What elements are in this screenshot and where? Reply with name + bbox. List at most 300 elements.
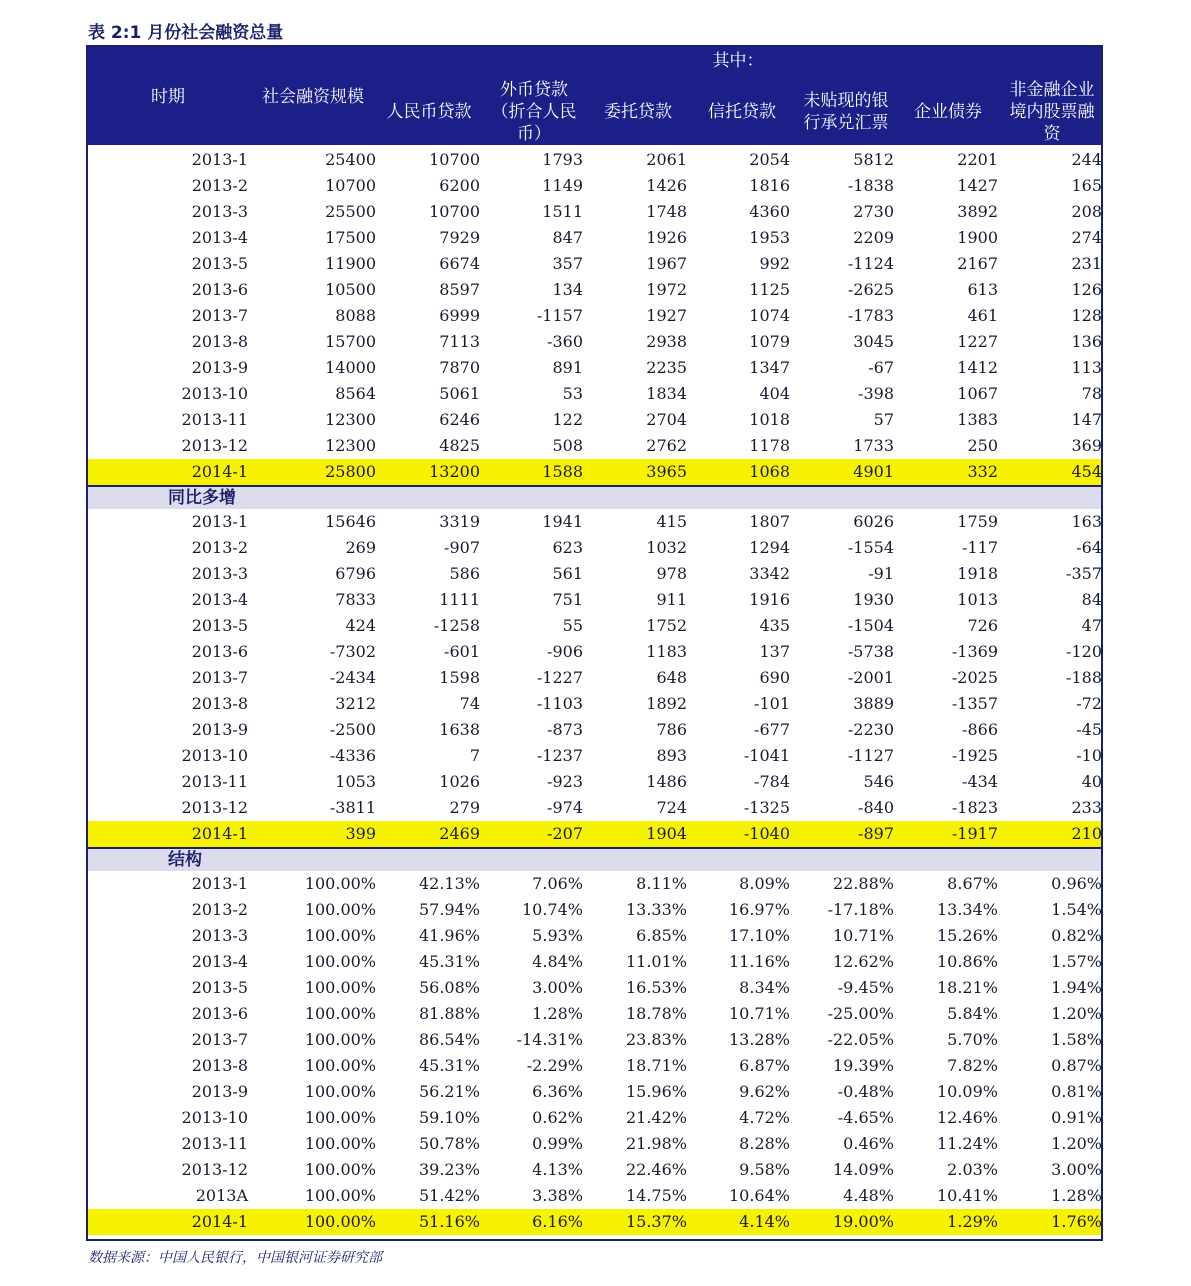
value-cell: 2469 xyxy=(439,824,480,843)
value-cell: 269 xyxy=(345,538,376,557)
table-row xyxy=(88,1157,1101,1183)
value-cell: 18.71% xyxy=(625,1056,687,1075)
header-trust-loans: 信托贷款 xyxy=(708,102,776,122)
value-cell: 1.28% xyxy=(532,1004,583,1023)
value-cell: -906 xyxy=(547,642,583,661)
value-cell: 4.14% xyxy=(739,1212,790,1231)
table-row xyxy=(88,199,1101,225)
value-cell: 1032 xyxy=(646,538,687,557)
value-cell: 1013 xyxy=(957,590,998,609)
period-cell: 2013-3 xyxy=(191,564,248,583)
value-cell: -2434 xyxy=(329,668,376,687)
value-cell: 6246 xyxy=(439,410,480,429)
table-row xyxy=(88,1079,1101,1105)
value-cell: -1040 xyxy=(743,824,790,843)
value-cell: 51.42% xyxy=(418,1186,480,1205)
value-cell: 8088 xyxy=(335,306,376,325)
value-cell: 1807 xyxy=(749,512,790,531)
value-cell: -897 xyxy=(858,824,894,843)
value-cell: 1427 xyxy=(957,176,998,195)
table-row xyxy=(88,147,1101,173)
period-cell: 2013-4 xyxy=(191,952,248,971)
value-cell: 1183 xyxy=(646,642,687,661)
value-cell: 13.33% xyxy=(625,900,687,919)
value-cell: 6.87% xyxy=(739,1056,790,1075)
value-cell: 508 xyxy=(552,436,583,455)
header-equity-financing: 非金融企业境内股票融资 xyxy=(1009,80,1095,144)
value-cell: 8.11% xyxy=(636,874,687,893)
value-cell: 122 xyxy=(552,410,583,429)
value-cell: 6.36% xyxy=(532,1082,583,1101)
value-cell: 1759 xyxy=(957,512,998,531)
value-cell: 8.67% xyxy=(947,874,998,893)
period-cell: 2013-9 xyxy=(191,358,248,377)
value-cell: 45.31% xyxy=(418,952,480,971)
value-cell: 1412 xyxy=(957,358,998,377)
header-period: 时期 xyxy=(151,87,185,107)
value-cell: -10 xyxy=(1076,746,1102,765)
value-cell: 78 xyxy=(1081,384,1102,403)
value-cell: 1752 xyxy=(646,616,687,635)
value-cell: 1930 xyxy=(853,590,894,609)
value-cell: 369 xyxy=(1071,436,1102,455)
value-cell: 1.54% xyxy=(1051,900,1102,919)
value-cell: 136 xyxy=(1071,332,1102,351)
value-cell: 10700 xyxy=(429,202,480,221)
value-cell: -1237 xyxy=(536,746,583,765)
value-cell: -1504 xyxy=(847,616,894,635)
value-cell: 357 xyxy=(552,254,583,273)
period-cell: 2013-4 xyxy=(191,228,248,247)
value-cell: 10700 xyxy=(429,150,480,169)
value-cell: 978 xyxy=(656,564,687,583)
value-cell: 3.00% xyxy=(532,978,583,997)
value-cell: 751 xyxy=(552,590,583,609)
value-cell: 1927 xyxy=(646,306,687,325)
value-cell: -1838 xyxy=(847,176,894,195)
value-cell: -677 xyxy=(754,720,790,739)
value-cell: -7302 xyxy=(329,642,376,661)
value-cell: -25.00% xyxy=(827,1004,894,1023)
value-cell: -3811 xyxy=(329,798,376,817)
value-cell: 7870 xyxy=(439,358,480,377)
value-cell: 3889 xyxy=(853,694,894,713)
value-cell: -188 xyxy=(1066,668,1102,687)
value-cell: 1178 xyxy=(749,436,790,455)
table-row xyxy=(88,381,1101,407)
value-cell: 11900 xyxy=(325,254,376,273)
value-cell: 74 xyxy=(459,694,480,713)
value-cell: 7833 xyxy=(335,590,376,609)
value-cell: 47 xyxy=(1081,616,1102,635)
value-cell: 16.97% xyxy=(728,900,790,919)
table-row xyxy=(88,277,1101,303)
value-cell: 100.00% xyxy=(304,874,376,893)
value-cell: 726 xyxy=(967,616,998,635)
period-cell: 2013-1 xyxy=(191,512,248,531)
value-cell: 1294 xyxy=(749,538,790,557)
period-cell: 2013-6 xyxy=(191,642,248,661)
document-title: 表 2:1 月份社会融资总量 xyxy=(88,23,284,43)
value-cell: 4.13% xyxy=(532,1160,583,1179)
value-cell: 1486 xyxy=(646,772,687,791)
value-cell: 165 xyxy=(1071,176,1102,195)
value-cell: 231 xyxy=(1071,254,1102,273)
value-cell: 3342 xyxy=(749,564,790,583)
value-cell: 3319 xyxy=(439,512,480,531)
value-cell: 424 xyxy=(345,616,376,635)
value-cell: 1.76% xyxy=(1051,1212,1102,1231)
value-cell: 11.01% xyxy=(625,952,687,971)
period-cell: 2013-6 xyxy=(191,280,248,299)
period-cell: 2014-1 xyxy=(191,824,248,843)
table-row xyxy=(88,1183,1101,1209)
value-cell: -2500 xyxy=(329,720,376,739)
value-cell: -1127 xyxy=(847,746,894,765)
value-cell: 7113 xyxy=(439,332,480,351)
value-cell: 3.38% xyxy=(532,1186,583,1205)
value-cell: 1904 xyxy=(646,824,687,843)
value-cell: -1823 xyxy=(951,798,998,817)
value-cell: 0.62% xyxy=(532,1108,583,1127)
value-cell: 1598 xyxy=(439,668,480,687)
value-cell: 14000 xyxy=(325,358,376,377)
table-row xyxy=(88,975,1101,1001)
value-cell: 1941 xyxy=(542,512,583,531)
value-cell: -5738 xyxy=(847,642,894,661)
value-cell: -1258 xyxy=(433,616,480,635)
table-row xyxy=(88,871,1101,897)
table-header xyxy=(88,47,1101,145)
value-cell: 1125 xyxy=(749,280,790,299)
value-cell: -4336 xyxy=(329,746,376,765)
value-cell: 2762 xyxy=(646,436,687,455)
value-cell: 1.94% xyxy=(1051,978,1102,997)
value-cell: 10.41% xyxy=(936,1186,998,1205)
value-cell: -873 xyxy=(547,720,583,739)
value-cell: 1.28% xyxy=(1051,1186,1102,1205)
value-cell: 4.48% xyxy=(843,1186,894,1205)
header-of-which: 其中： xyxy=(712,51,764,71)
value-cell: 6.16% xyxy=(532,1212,583,1231)
value-cell: 18.78% xyxy=(625,1004,687,1023)
value-cell: 2.03% xyxy=(947,1160,998,1179)
value-cell: 100.00% xyxy=(304,1030,376,1049)
period-cell: 2013-4 xyxy=(191,590,248,609)
value-cell: 15646 xyxy=(325,512,376,531)
value-cell: -1103 xyxy=(536,694,583,713)
value-cell: 274 xyxy=(1071,228,1102,247)
value-cell: 100.00% xyxy=(304,1056,376,1075)
period-cell: 2014-1 xyxy=(191,462,248,481)
value-cell: 208 xyxy=(1071,202,1102,221)
value-cell: 5812 xyxy=(853,150,894,169)
period-cell: 2013-12 xyxy=(181,436,248,455)
value-cell: 57 xyxy=(873,410,894,429)
period-cell: 2013-1 xyxy=(191,150,248,169)
value-cell: 17500 xyxy=(325,228,376,247)
value-cell: -1041 xyxy=(743,746,790,765)
value-cell: -72 xyxy=(1076,694,1102,713)
value-cell: 1026 xyxy=(439,772,480,791)
value-cell: 0.82% xyxy=(1051,926,1102,945)
value-cell: 10700 xyxy=(325,176,376,195)
value-cell: -923 xyxy=(547,772,583,791)
period-cell: 2013-3 xyxy=(191,202,248,221)
period-cell: 2013-1 xyxy=(191,874,248,893)
value-cell: 1900 xyxy=(957,228,998,247)
period-cell: 2013-2 xyxy=(191,176,248,195)
source-note: 数据来源：中国人民银行，中国银河证券研究部 xyxy=(88,1250,382,1266)
table-row xyxy=(88,509,1101,535)
value-cell: 404 xyxy=(759,384,790,403)
value-cell: 11.24% xyxy=(936,1134,998,1153)
value-cell: 10.71% xyxy=(728,1004,790,1023)
value-cell: 17.10% xyxy=(728,926,790,945)
value-cell: -784 xyxy=(754,772,790,791)
period-cell: 2014-1 xyxy=(191,1212,248,1231)
period-cell: 2013-7 xyxy=(191,668,248,687)
table-row-highlighted xyxy=(88,1209,1101,1235)
value-cell: 6200 xyxy=(439,176,480,195)
value-cell: 1748 xyxy=(646,202,687,221)
value-cell: 724 xyxy=(656,798,687,817)
value-cell: 10.09% xyxy=(936,1082,998,1101)
value-cell: 10.86% xyxy=(936,952,998,971)
value-cell: 56.08% xyxy=(418,978,480,997)
table-row xyxy=(88,433,1101,459)
value-cell: 10.71% xyxy=(832,926,894,945)
value-cell: 0.91% xyxy=(1051,1108,1102,1127)
value-cell: 42.13% xyxy=(418,874,480,893)
value-cell: -1325 xyxy=(743,798,790,817)
table-row xyxy=(88,949,1101,975)
value-cell: 128 xyxy=(1071,306,1102,325)
value-cell: -1124 xyxy=(847,254,894,273)
value-cell: -2.29% xyxy=(526,1056,583,1075)
value-cell: 7.82% xyxy=(947,1056,998,1075)
value-cell: 1926 xyxy=(646,228,687,247)
value-cell: 2730 xyxy=(853,202,894,221)
value-cell: -1357 xyxy=(951,694,998,713)
value-cell: 0.81% xyxy=(1051,1082,1102,1101)
value-cell: 4.84% xyxy=(532,952,583,971)
value-cell: 1347 xyxy=(749,358,790,377)
value-cell: 21.42% xyxy=(625,1108,687,1127)
value-cell: 2167 xyxy=(957,254,998,273)
value-cell: 4825 xyxy=(439,436,480,455)
value-cell: 100.00% xyxy=(304,952,376,971)
value-cell: -1783 xyxy=(847,306,894,325)
value-cell: 1.20% xyxy=(1051,1004,1102,1023)
value-cell: 137 xyxy=(759,642,790,661)
value-cell: 51.16% xyxy=(418,1212,480,1231)
value-cell: 9.58% xyxy=(739,1160,790,1179)
value-cell: 163 xyxy=(1071,512,1102,531)
period-cell: 2013-7 xyxy=(191,306,248,325)
value-cell: 210 xyxy=(1071,824,1102,843)
value-cell: -2230 xyxy=(847,720,894,739)
value-cell: 56.21% xyxy=(418,1082,480,1101)
table-row xyxy=(88,639,1101,665)
value-cell: 100.00% xyxy=(304,1108,376,1127)
value-cell: 1892 xyxy=(646,694,687,713)
value-cell: -2001 xyxy=(847,668,894,687)
value-cell: 59.10% xyxy=(418,1108,480,1127)
value-cell: 3045 xyxy=(853,332,894,351)
table-row xyxy=(88,613,1101,639)
table-row xyxy=(88,173,1101,199)
value-cell: 10.74% xyxy=(521,900,583,919)
value-cell: 1053 xyxy=(335,772,376,791)
table-row xyxy=(88,1027,1101,1053)
value-cell: -434 xyxy=(962,772,998,791)
value-cell: 399 xyxy=(345,824,376,843)
table-row xyxy=(88,795,1101,821)
period-cell: 2013-3 xyxy=(191,926,248,945)
value-cell: 57.94% xyxy=(418,900,480,919)
value-cell: 2054 xyxy=(749,150,790,169)
table-row xyxy=(88,665,1101,691)
value-cell: 7929 xyxy=(439,228,480,247)
value-cell: -4.65% xyxy=(837,1108,894,1127)
value-cell: 25500 xyxy=(325,202,376,221)
period-cell: 2013A xyxy=(195,1186,248,1205)
value-cell: 16.53% xyxy=(625,978,687,997)
value-cell: 1068 xyxy=(749,462,790,481)
section-band xyxy=(88,485,1101,509)
value-cell: 40 xyxy=(1081,772,1102,791)
value-cell: 847 xyxy=(552,228,583,247)
value-cell: 0.99% xyxy=(532,1134,583,1153)
table-row xyxy=(88,561,1101,587)
period-cell: 2013-2 xyxy=(191,900,248,919)
value-cell: -101 xyxy=(754,694,790,713)
value-cell: 15.96% xyxy=(625,1082,687,1101)
section-label: 同比多增 xyxy=(168,488,236,508)
value-cell: -601 xyxy=(444,642,480,661)
value-cell: 5.84% xyxy=(947,1004,998,1023)
value-cell: 86.54% xyxy=(418,1030,480,1049)
value-cell: -840 xyxy=(858,798,894,817)
value-cell: 2201 xyxy=(957,150,998,169)
value-cell: 1.57% xyxy=(1051,952,1102,971)
value-cell: 893 xyxy=(656,746,687,765)
table-row xyxy=(88,587,1101,613)
value-cell: 332 xyxy=(967,462,998,481)
value-cell: 25400 xyxy=(325,150,376,169)
period-cell: 2013-10 xyxy=(181,384,248,403)
table-row xyxy=(88,923,1101,949)
value-cell: 1149 xyxy=(542,176,583,195)
value-cell: 2209 xyxy=(853,228,894,247)
value-cell: -1157 xyxy=(536,306,583,325)
table-row xyxy=(88,717,1101,743)
header-fx-loans: 外币贷款（折合人民币） xyxy=(491,80,577,144)
value-cell: 1916 xyxy=(749,590,790,609)
value-cell: -1554 xyxy=(847,538,894,557)
value-cell: 0.87% xyxy=(1051,1056,1102,1075)
value-cell: 39.23% xyxy=(418,1160,480,1179)
value-cell: 84 xyxy=(1081,590,1102,609)
value-cell: 100.00% xyxy=(304,1160,376,1179)
value-cell: 4.72% xyxy=(739,1108,790,1127)
value-cell: 6999 xyxy=(439,306,480,325)
value-cell: 45.31% xyxy=(418,1056,480,1075)
value-cell: 81.88% xyxy=(418,1004,480,1023)
value-cell: -2625 xyxy=(847,280,894,299)
value-cell: -1925 xyxy=(951,746,998,765)
value-cell: 6026 xyxy=(853,512,894,531)
value-cell: 623 xyxy=(552,538,583,557)
value-cell: 1953 xyxy=(749,228,790,247)
table-row xyxy=(88,1053,1101,1079)
value-cell: -14.31% xyxy=(516,1030,583,1049)
header-total: 社会融资规模 xyxy=(262,87,364,107)
value-cell: 55 xyxy=(562,616,583,635)
value-cell: 546 xyxy=(863,772,894,791)
period-cell: 2013-11 xyxy=(181,1134,248,1153)
value-cell: -357 xyxy=(1066,564,1102,583)
period-cell: 2013-7 xyxy=(191,1030,248,1049)
value-cell: -117 xyxy=(962,538,998,557)
section-band xyxy=(88,847,1101,871)
value-cell: 613 xyxy=(967,280,998,299)
value-cell: 786 xyxy=(656,720,687,739)
value-cell: 0.46% xyxy=(843,1134,894,1153)
period-cell: 2013-8 xyxy=(191,1056,248,1075)
table-row xyxy=(88,1105,1101,1131)
table-row xyxy=(88,1001,1101,1027)
table-row xyxy=(88,225,1101,251)
value-cell: 5061 xyxy=(439,384,480,403)
table-row xyxy=(88,329,1101,355)
value-cell: 13.28% xyxy=(728,1030,790,1049)
period-cell: 2013-11 xyxy=(181,410,248,429)
period-cell: 2013-10 xyxy=(181,1108,248,1127)
value-cell: 1227 xyxy=(957,332,998,351)
period-cell: 2013-5 xyxy=(191,254,248,273)
value-cell: 2235 xyxy=(646,358,687,377)
value-cell: 19.39% xyxy=(832,1056,894,1075)
value-cell: 100.00% xyxy=(304,1082,376,1101)
value-cell: 1511 xyxy=(542,202,583,221)
value-cell: 415 xyxy=(656,512,687,531)
value-cell: 100.00% xyxy=(304,1004,376,1023)
value-cell: 3892 xyxy=(957,202,998,221)
value-cell: 7.06% xyxy=(532,874,583,893)
value-cell: 13.34% xyxy=(936,900,998,919)
value-cell: 15700 xyxy=(325,332,376,351)
value-cell: 100.00% xyxy=(304,1134,376,1153)
value-cell: 2704 xyxy=(646,410,687,429)
value-cell: 15.37% xyxy=(625,1212,687,1231)
table-row xyxy=(88,407,1101,433)
financing-table xyxy=(86,45,1103,1241)
value-cell: 13200 xyxy=(429,462,480,481)
period-cell: 2013-10 xyxy=(181,746,248,765)
value-cell: -22.05% xyxy=(827,1030,894,1049)
value-cell: 100.00% xyxy=(304,1212,376,1231)
section-label: 结构 xyxy=(168,850,202,870)
value-cell: 1018 xyxy=(749,410,790,429)
value-cell: -398 xyxy=(858,384,894,403)
table-row xyxy=(88,691,1101,717)
value-cell: 1079 xyxy=(749,332,790,351)
value-cell: 113 xyxy=(1071,358,1102,377)
period-cell: 2013-9 xyxy=(191,1082,248,1101)
value-cell: 23.83% xyxy=(625,1030,687,1049)
